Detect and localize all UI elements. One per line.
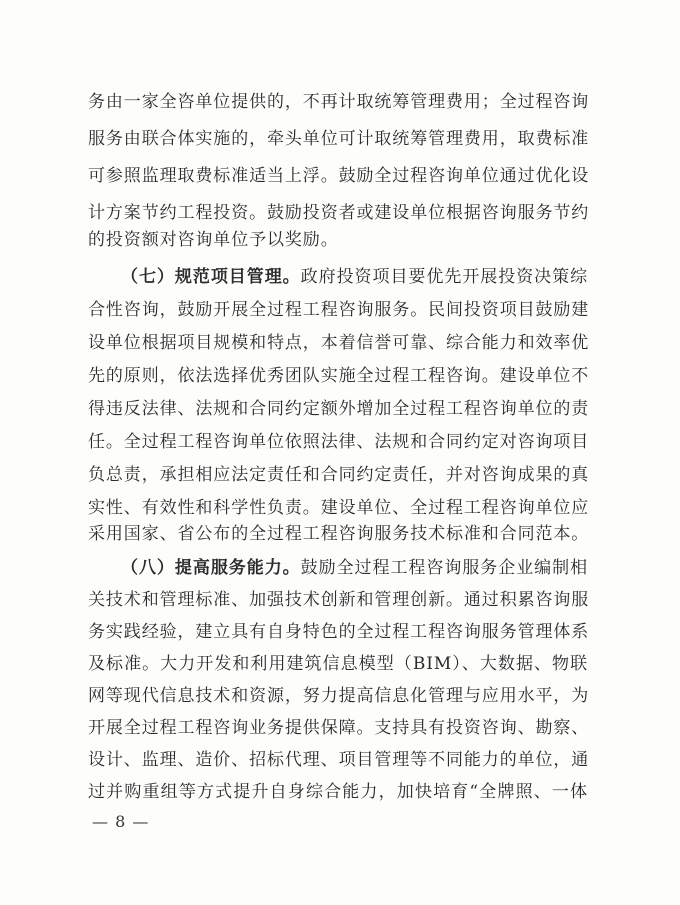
- text-line: 计方案节约工程投资。鼓励投资者或建设单位根据咨询服务节约: [88, 203, 590, 223]
- text-line: 合性咨询，鼓励开展全过程工程咨询服务。民间投资项目鼓励建: [88, 300, 590, 320]
- text-line: 任。全过程工程咨询单位依照法律、法规和合同约定对咨询项目: [88, 432, 590, 452]
- section-7-heading: （七）规范项目管理。: [121, 267, 301, 287]
- text-line: 设单位根据项目规模和特点，本着信誉可靠、综合能力和效率优: [88, 333, 590, 353]
- text-line: 可参照监理取费标准适当上浮。鼓励全过程咨询单位通过优化设: [88, 166, 590, 186]
- section-7-first-line-text: 政府投资项目要优先开展投资决策综: [300, 267, 588, 287]
- text-line: 及标准。大力开发和利用建筑信息模型（BIM）、大数据、物联: [88, 654, 588, 674]
- text-line: 采用国家、省公布的全过程工程咨询服务技术标准和合同范本。: [88, 524, 590, 544]
- section-7-first-line: [121, 265, 588, 291]
- text-line: 服务由联合体实施的，牵头单位可计取统筹管理费用，取费标准: [88, 129, 590, 149]
- text-line: 开展全过程工程咨询业务提供保障。支持具有投资咨询、勘察、: [88, 718, 590, 738]
- text-line: 负总责，承担相应法定责任和合同约定责任，并对咨询成果的真: [88, 465, 590, 485]
- section-8-heading: （八）提高服务能力。: [121, 558, 301, 578]
- text-line: 的投资额对咨询单位予以奖励。: [88, 230, 339, 250]
- section-8-first-line-text: 鼓励全过程工程咨询服务企业编制相: [300, 558, 588, 578]
- text-line: 网等现代信息技术和资源，努力提高信息化管理与应用水平，为: [88, 686, 590, 706]
- text-line: 得违反法律、法规和合同约定额外增加全过程工程咨询单位的责: [88, 399, 590, 419]
- text-line: 实性、有效性和科学性负责。建设单位、全过程工程咨询单位应: [88, 498, 590, 518]
- text-line: 务实践经验，建立具有自身特色的全过程工程咨询服务管理体系: [88, 622, 590, 642]
- page-number: — 8 —: [92, 812, 150, 831]
- text-line: 过并购重组等方式提升自身综合能力，加快培育“全牌照、一体: [88, 782, 588, 802]
- text-line: 先的原则，依法选择优秀团队实施全过程工程咨询。建设单位不: [88, 366, 590, 386]
- section-8-first-line: [121, 556, 588, 582]
- text-line: 关技术和管理标准、加强技术创新和管理创新。通过积累咨询服: [88, 590, 590, 610]
- text-line: 设计、监理、造价、招标代理、项目管理等不同能力的单位，通: [88, 750, 590, 770]
- text-line: 务由一家全咨单位提供的，不再计取统筹管理费用；全过程咨询: [88, 92, 590, 112]
